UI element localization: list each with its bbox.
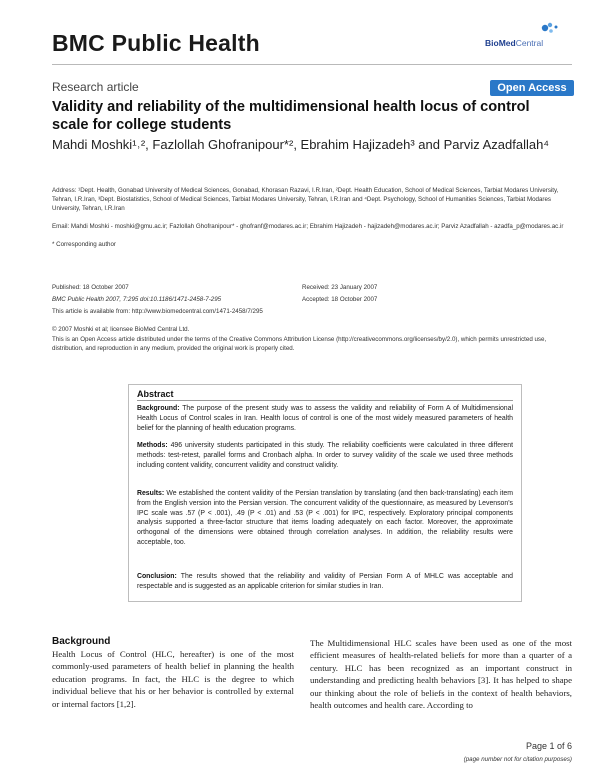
abstract-label: Results: <box>137 490 165 497</box>
article-url[interactable]: This article is available from: http://www.biomedcentral.com/1471-2458/7/295 <box>52 308 263 315</box>
abstract-heading: Abstract <box>137 389 174 399</box>
published-date: Published: 18 October 2007 <box>52 284 129 291</box>
abstract-text: The results showed that the reliability and validity of Persian Form A of MHLC was acceptable and respectable and is suggested as an applicable criterion for similar studies in Iran. <box>137 573 514 590</box>
dates-info <box>302 283 542 304</box>
publication-info <box>52 283 292 316</box>
biomed-central-logo <box>485 22 565 52</box>
abstract-results <box>137 489 513 548</box>
abstract-methods <box>137 441 513 470</box>
logo-name: BioMed <box>485 38 516 48</box>
copyright-line: © 2007 Moshki et al; licensee BioMed Central Ltd. <box>52 326 190 333</box>
article-type: Research article <box>52 80 139 94</box>
abstract-label: Methods: <box>137 442 168 449</box>
citation: BMC Public Health 2007, 7:295 doi:10.1186/1471-2458-7-295 <box>52 296 222 303</box>
body-column-right: The Multidimensional HLC scales have been used as one of the most efficient measures of health-related beliefs for more than a quarter of a century. HLC has been recognized as an important construct in understanding and predicting health behaviors [3]. It has helped to shape our thinking about the role of beliefs in the context of health behaviors, health outcomes and health care. According to <box>310 638 572 711</box>
license-block <box>52 325 574 353</box>
received-date: Received: 23 January 2007 <box>302 284 378 291</box>
open-access-badge: Open Access <box>490 80 574 96</box>
header-divider <box>52 64 572 65</box>
corresponding-author-note: * Corresponding author <box>52 241 116 248</box>
journal-title: BMC Public Health <box>52 30 260 56</box>
body-column-left: Health Locus of Control (HLC, hereafter) is one of the most commonly-used parameters of health belief in planning the health education programs. In fact, the HLC is the degree to which individual believe that his or her behavior is controlled by external or internal factors [1,2]. <box>52 649 294 709</box>
section-heading-background: Background <box>52 636 111 647</box>
abstract-label: Background: <box>137 405 180 412</box>
article-title: Validity and reliability of the multidimensional health locus of control scale for college students <box>52 99 530 133</box>
page-number: Page 1 of 6 <box>525 741 572 751</box>
abstract-divider <box>137 400 513 401</box>
accepted-date: Accepted: 18 October 2007 <box>302 296 378 303</box>
author-list: Mahdi Moshki¹˒², Fazlollah Ghofranipour*², Ebrahim Hajizadeh³ and Parviz Azadfallah⁴ <box>52 137 549 152</box>
abstract-background <box>137 404 513 433</box>
abstract-text: The purpose of the present study was to assess the validity and reliability of Form A of Multidimensional Health Locus of Control scales in Iran. Health locus of control is one of the most widely measured parameters of health belief for the planning of health education programs. <box>137 405 513 432</box>
email-list: Email: Mahdi Moshki - moshki@gmu.ac.ir; Fazlollah Ghofranipour* - ghofranf@modares.ac.ir; Ebrahim Hajizadeh - hajizadeh@modares.ac.ir; Parviz Azadfallah - azadfa_p@modares.ac.ir <box>52 223 564 230</box>
abstract-label: Conclusion: <box>137 573 177 580</box>
abstract-text: 496 university students participated in this study. The reliability coefficients were calculated in three different methods: test-retest, parallel forms and Cronbach alpha. In order to survey validity of the scale we used three methods including content validity, concurrent validity and construct validity. <box>137 442 513 469</box>
abstract-conclusion <box>137 572 513 592</box>
affiliations: Address: ¹Dept. Health, Gonabad University of Medical Sciences, Gonabad, Khorasan Razavi, I.R.Iran, ²Dept. Health Education, School of Medical Sciences, Tarbiat Modares University, Tehran, I.R.Iran, ³Dept. Biostatistics, School of Medical Sciences, Tarbiat Modares University, Tehran, I.R.Iran and ⁴Dept. Psychology, School of Humanities Sciences, Tarbiat Modares University, Tehran, I.R.Iran <box>52 187 559 212</box>
abstract-text: We established the content validity of the Persian translation by translating (and then back-translating) each item from the English version into the Persian version. The concurrent validity of the questionnaire, as measured by Levenson's IPC scale was .57 (P < .001), .49 (P < .01) and .53 (P < .001) for IPC, respectively. Exploratory principal components analysis supported a three-factor structure that items loading adequately on each factor. Moreover, the approximate orthogonal of the dimensions were obtained through correlation analyses. In addition, the reliability results were acceptable, too. <box>137 490 513 546</box>
license-text: This is an Open Access article distributed under the terms of the Creative Commons Attribution License (http://creativecommons.org/licenses/by/2.0), which permits unrestricted use, distribution, and reproduction in any medium, provided the original work is properly cited. <box>52 336 547 352</box>
logo-suffix: Central <box>515 38 544 48</box>
page-number-note: (page number not for citation purposes) <box>463 756 572 763</box>
